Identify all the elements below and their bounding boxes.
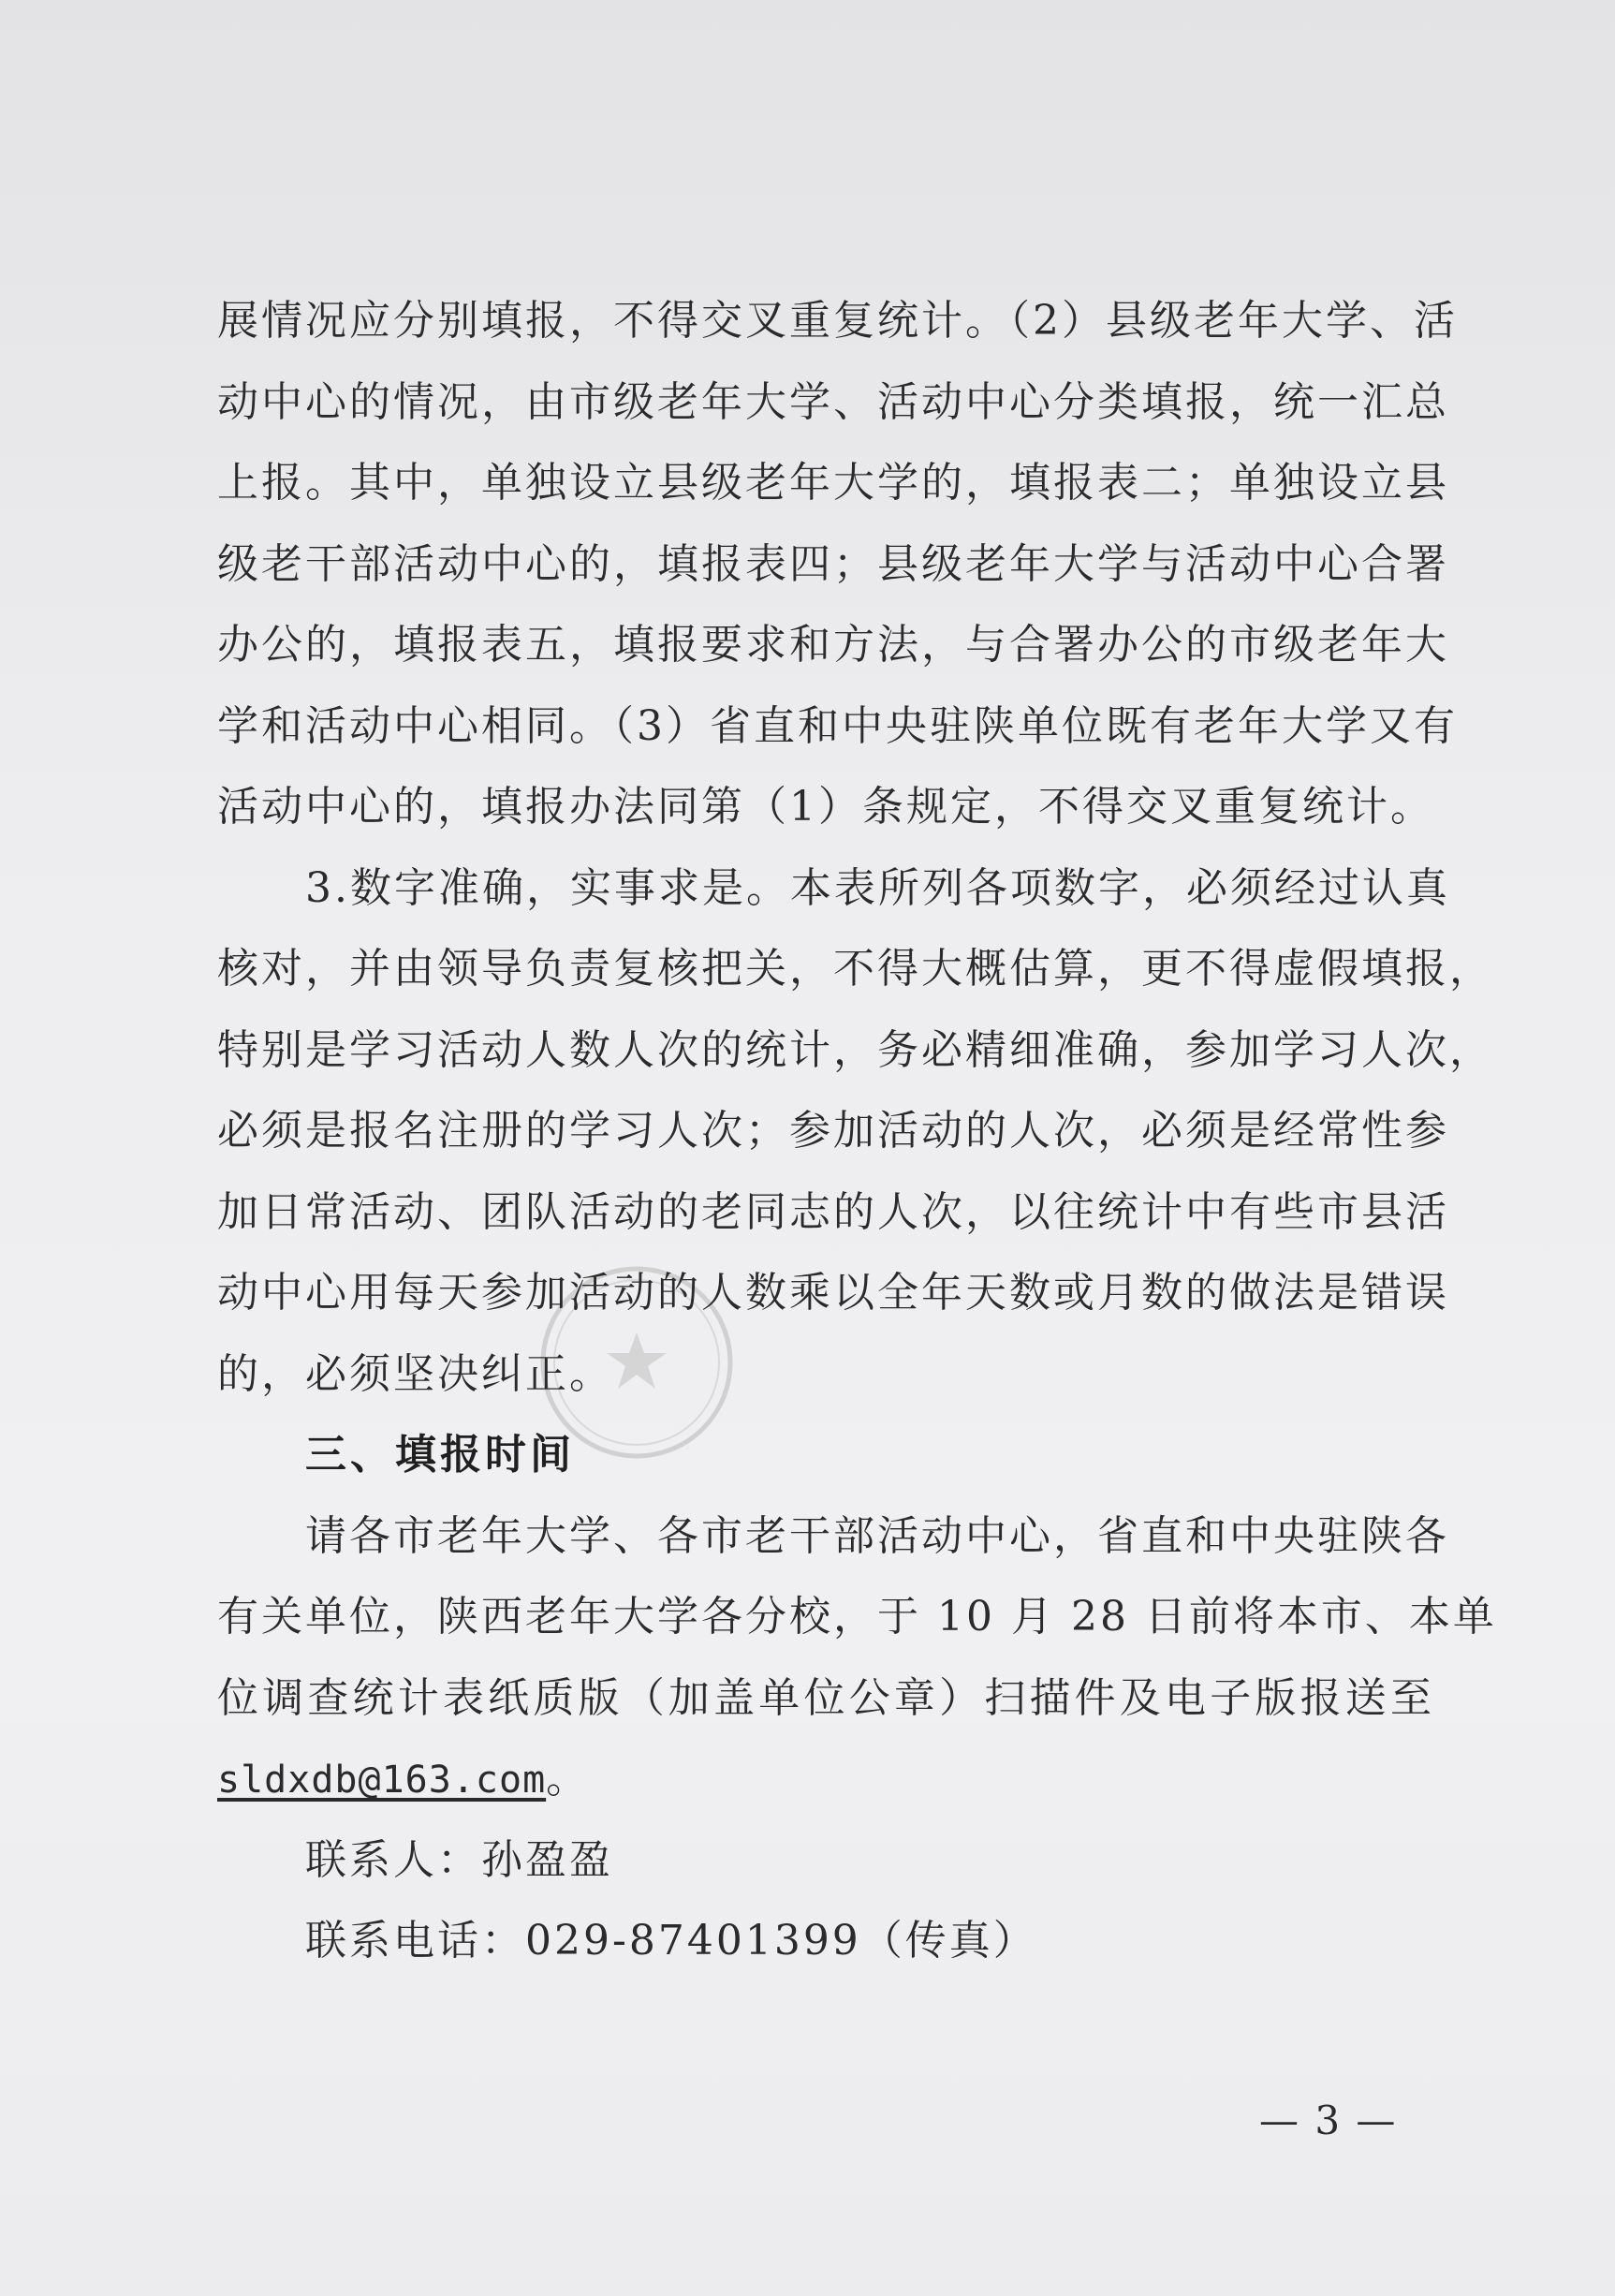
- body-line: 上报。其中，单独设立县级老年大学的，填报表二；单独设立县: [217, 459, 1449, 507]
- body-line: 位调查统计表纸质版（加盖单位公章）扫描件及电子版报送至: [217, 1673, 1434, 1722]
- body-line: 请各市老年大学、各市老干部活动中心，省直和中央驻陕各: [305, 1511, 1449, 1560]
- body-line: 展情况应分别填报，不得交叉重复统计。（2）县级老年大学、活: [217, 297, 1458, 345]
- document-body: [217, 281, 1497, 1982]
- body-line: 的，必须坚决纠正。: [217, 1349, 613, 1398]
- body-line: 动中心用每天参加活动的人数乘以全年天数或月数的做法是错误: [217, 1269, 1449, 1317]
- email-suffix: 。: [546, 1755, 591, 1803]
- contact-person: 联系人：孙盈盈: [305, 1835, 613, 1884]
- body-line: 特别是学习活动人数人次的统计，务必精细准确，参加学习人次，: [217, 1025, 1493, 1074]
- body-line: 有关单位，陕西老年大学各分校，于 10 月 28 日前将本市、本单: [217, 1593, 1497, 1641]
- body-line: 动中心的情况，由市级老年大学、活动中心分类填报，统一汇总: [217, 377, 1449, 426]
- body-line: 办公的，填报表五，填报要求和方法，与合署办公的市级老年大: [217, 621, 1449, 669]
- body-line: 学和活动中心相同。（3）省直和中央驻陕单位既有老年大学又有: [217, 701, 1458, 750]
- body-line: 3.数字准确，实事求是。本表所列各项数字，必须经过认真: [305, 863, 1450, 912]
- email-line: [217, 1739, 1434, 1820]
- contact-phone: 联系电话：029-87401399（传真）: [305, 1917, 1037, 1965]
- body-line: 级老干部活动中心的，填报表四；县级老年大学与活动中心合署: [217, 539, 1449, 588]
- email-link[interactable]: sldxdb@163.com: [217, 1759, 547, 1802]
- section-heading: 三、填报时间: [305, 1431, 575, 1479]
- page-number: — 3 —: [1259, 2097, 1398, 2143]
- body-line: 核对，并由领导负责复核把关，不得大概估算，更不得虚假填报，: [217, 945, 1493, 993]
- body-line: 加日常活动、团队活动的老同志的人次，以往统计中有些市县活: [217, 1187, 1449, 1236]
- body-line: 必须是报名注册的学习人次；参加活动的人次，必须是经常性参: [217, 1107, 1449, 1155]
- body-line: 活动中心的，填报办法同第（1）条规定，不得交叉重复统计。: [217, 783, 1434, 831]
